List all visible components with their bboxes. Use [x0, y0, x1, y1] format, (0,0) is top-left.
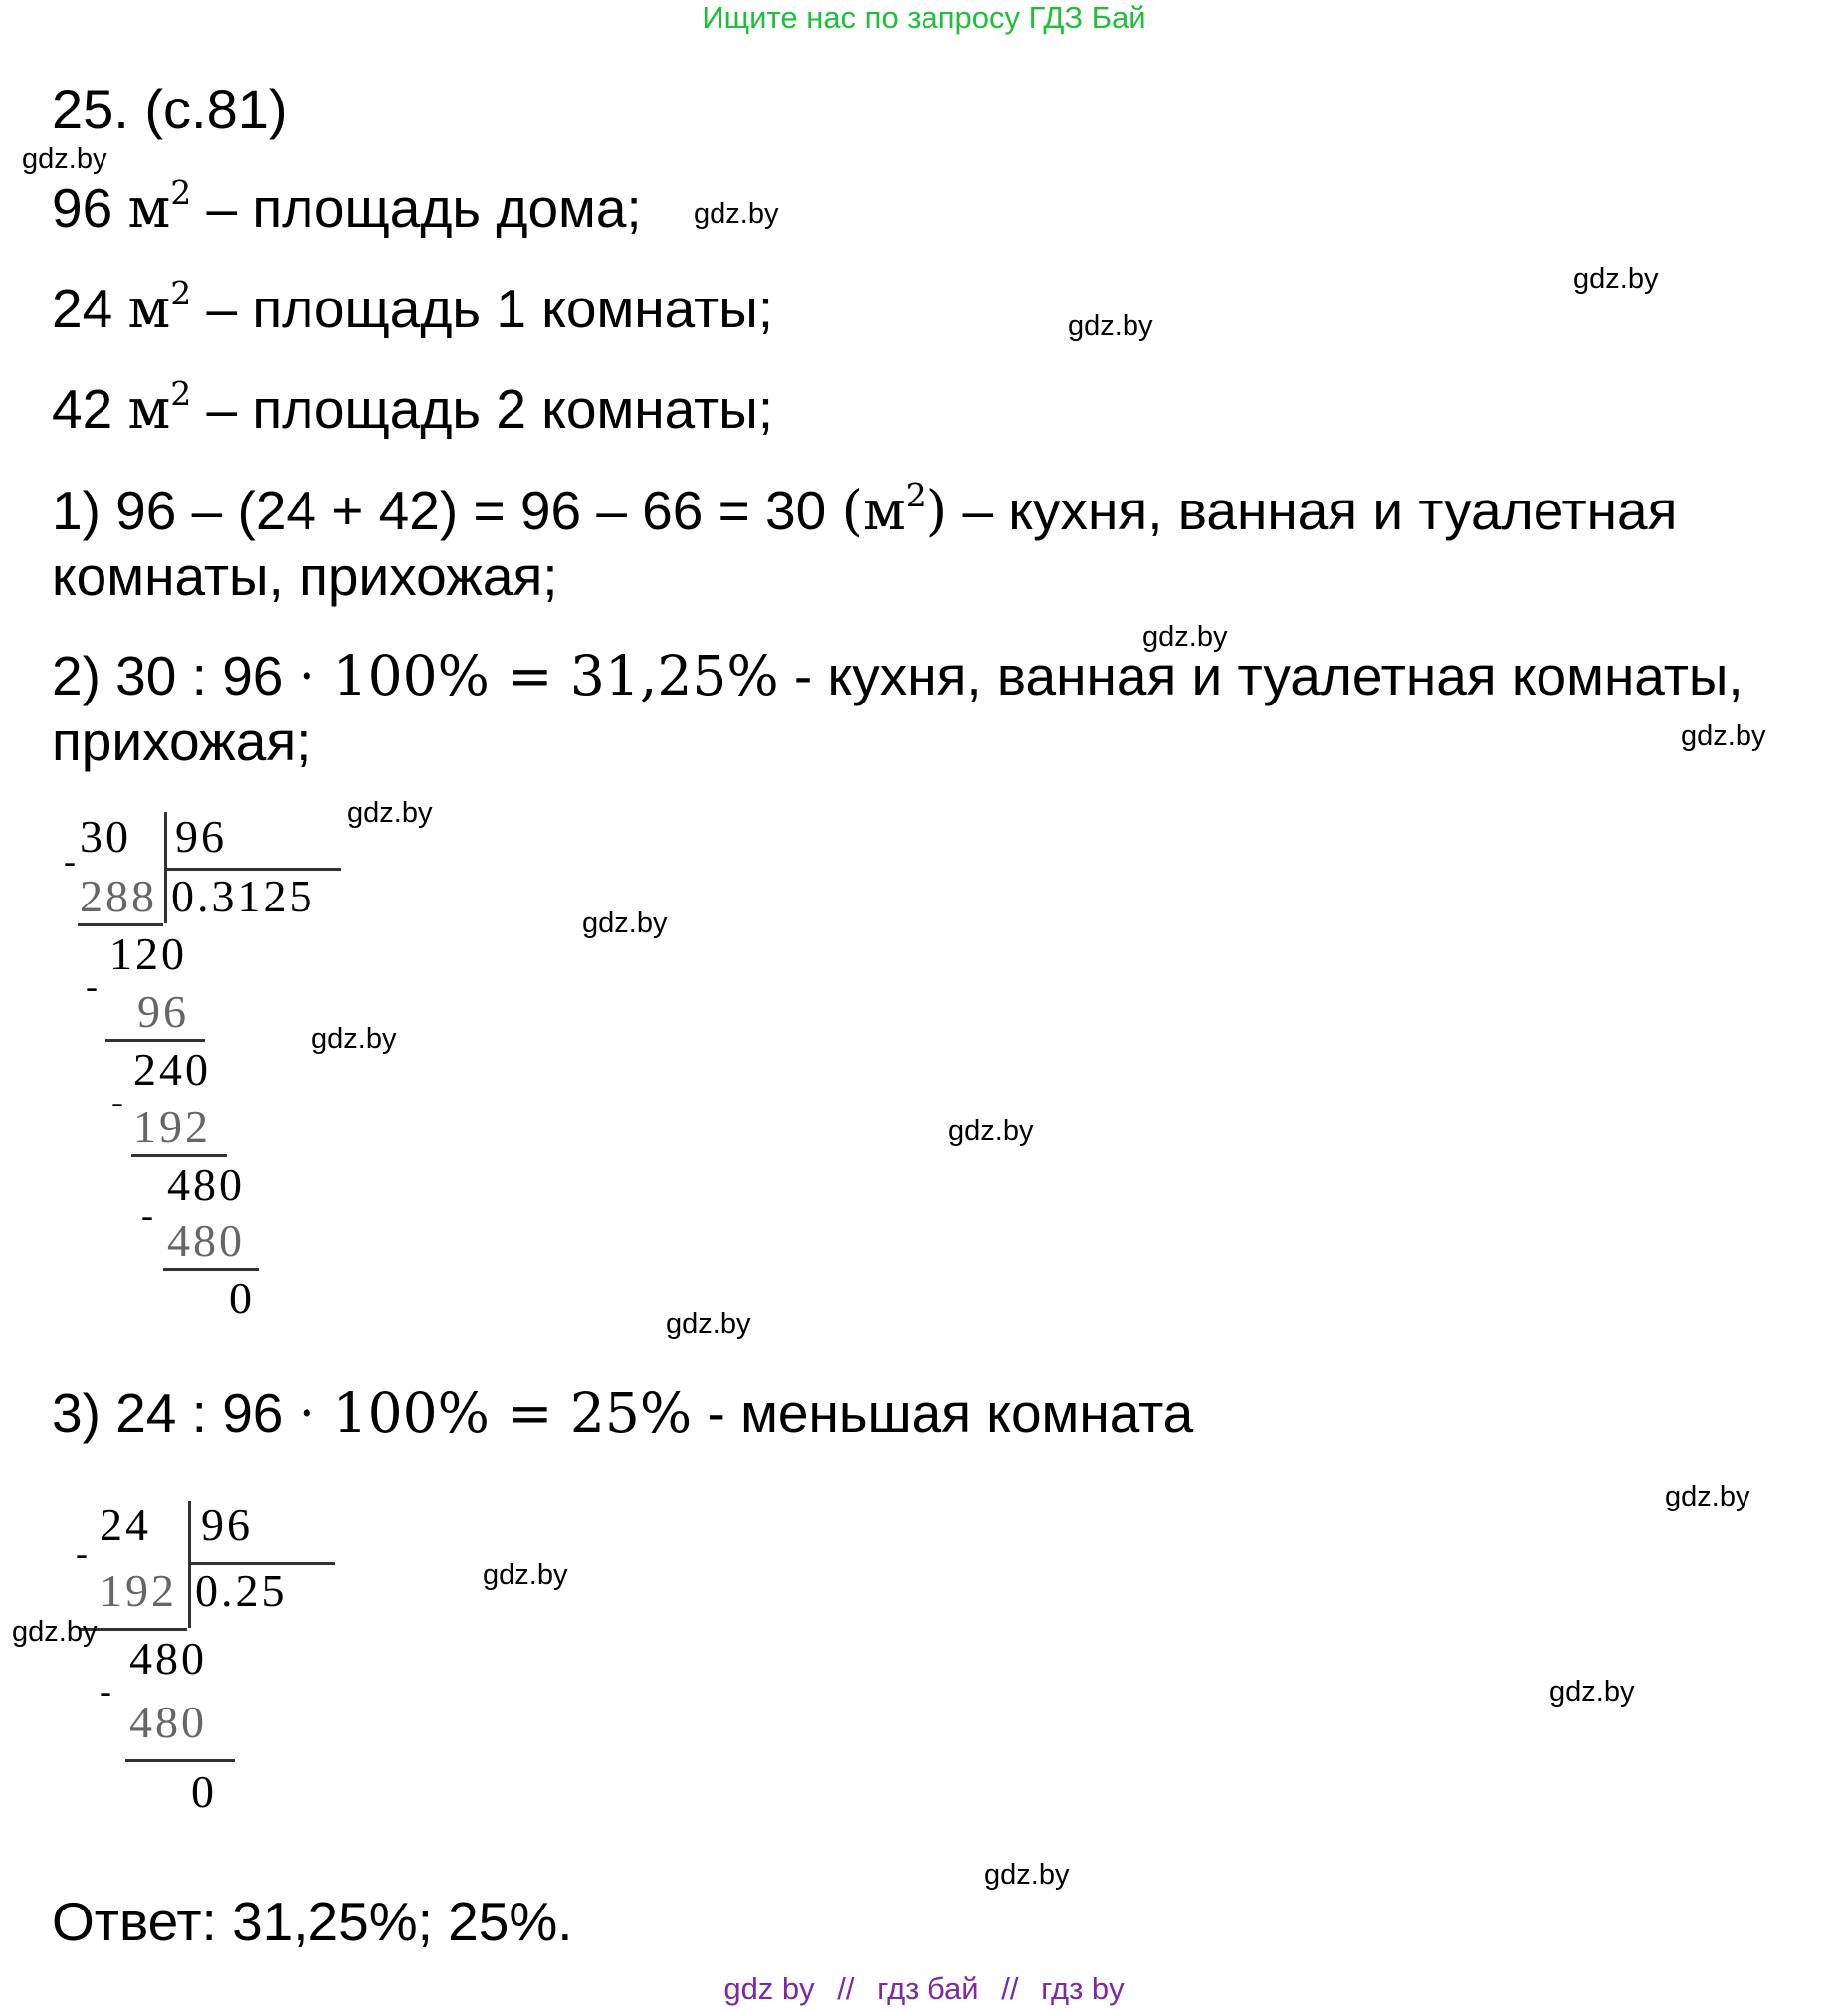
watermark: gdz.by: [1665, 1481, 1750, 1512]
footer-link-gdz-by-ru[interactable]: гдз by: [1041, 1971, 1125, 2006]
step3-math: · 100% = 25%: [298, 1381, 693, 1445]
long-division-1: [64, 811, 374, 1329]
footer-link-gdz-by[interactable]: gdz by: [723, 1971, 815, 2006]
given-line-room1: [52, 276, 773, 341]
underline: [125, 1759, 235, 1762]
subtrahend: 96: [137, 986, 189, 1037]
watermark: gdz.by: [311, 1023, 397, 1055]
underline: [163, 1268, 259, 1271]
long-division-2: [76, 1500, 394, 1829]
dividend: 30: [80, 811, 131, 862]
footer-separator: //: [837, 1971, 855, 2006]
subtrahend: 480: [167, 1215, 245, 1266]
minus-sign: -: [111, 1082, 123, 1121]
watermark: gdz.by: [1142, 621, 1228, 653]
given-text: – площадь 1 комнаты;: [191, 278, 774, 339]
step1-line: [52, 478, 1677, 543]
search-banner: Ищите нас по запросу ГДЗ Бай: [702, 0, 1146, 35]
answer: Ответ: 31,25%; 25%.: [52, 1891, 573, 1952]
given-value: 24: [52, 278, 113, 339]
divisor: 96: [175, 811, 227, 862]
watermark: gdz.by: [694, 198, 779, 230]
dividend: 24: [100, 1500, 151, 1550]
minus-sign: -: [100, 1671, 111, 1710]
footer-link-gdz-bai[interactable]: гдз бай: [877, 1971, 979, 2006]
underline: [78, 923, 163, 926]
step3-line: [52, 1380, 1193, 1446]
subtrahend: 192: [100, 1565, 177, 1616]
given-text: – площадь 2 комнаты;: [191, 378, 774, 440]
unit-m2: $м^2$: [127, 173, 192, 240]
remainder: 480: [167, 1159, 245, 1210]
step3-text: - меньшая комната: [692, 1382, 1194, 1444]
problem-title: 25. (с.81): [52, 78, 288, 140]
minus-sign: -: [141, 1195, 153, 1235]
step2-continuation: прихожая;: [52, 710, 311, 772]
watermark: gdz.by: [1681, 720, 1766, 752]
given-value: 96: [52, 177, 113, 239]
given-line-room2: [52, 376, 773, 442]
watermark: gdz.by: [1068, 310, 1153, 342]
subtrahend: 288: [80, 871, 157, 921]
step2-text: - кухня, ванная и туалетная комнаты,: [778, 645, 1744, 706]
remainder: 0: [229, 1273, 255, 1323]
minus-sign: -: [64, 841, 76, 881]
subtrahend: 192: [133, 1102, 211, 1152]
watermark: gdz.by: [22, 143, 107, 175]
watermark: gdz.by: [347, 797, 433, 829]
remainder: 0: [191, 1766, 217, 1817]
given-line-house: [52, 175, 642, 241]
footer-links: [0, 1971, 1848, 2007]
footer-separator: //: [1001, 1971, 1019, 2006]
step2-line: [52, 643, 1744, 708]
subtrahend: 480: [129, 1697, 207, 1747]
remainder: 480: [129, 1633, 207, 1684]
quotient: 0.3125: [171, 871, 315, 921]
step2-expr: 2) 30 : 96: [52, 645, 299, 706]
minus-sign: -: [86, 966, 98, 1006]
watermark: gdz.by: [582, 907, 668, 939]
step3-expr: 3) 24 : 96: [52, 1382, 299, 1444]
watermark: gdz.by: [483, 1559, 568, 1591]
step1-continuation: комнаты, прихожая;: [52, 545, 558, 607]
remainder: 240: [133, 1044, 211, 1095]
step2-math: · 100% = 31,25%: [298, 644, 779, 707]
underline: [131, 1154, 227, 1157]
divisor: 96: [201, 1500, 253, 1550]
step1-expr: 1) 96 – (24 + 42) = 96 – 66 = 30: [52, 480, 842, 541]
watermark: gdz.by: [12, 1616, 98, 1648]
step1-text: – кухня, ванная и туалетная: [947, 480, 1678, 541]
watermark: gdz.by: [1573, 263, 1659, 295]
given-text: – площадь дома;: [191, 177, 642, 239]
quotient: 0.25: [195, 1565, 288, 1616]
watermark: gdz.by: [666, 1308, 751, 1340]
unit-m2: $м^2$: [127, 374, 192, 441]
minus-sign: -: [76, 1533, 88, 1573]
underline: [105, 1039, 205, 1042]
watermark: gdz.by: [984, 1859, 1070, 1891]
given-value: 42: [52, 378, 113, 440]
unit-m2: $м^2$: [127, 274, 192, 340]
watermark: gdz.by: [1549, 1676, 1635, 1708]
watermark: gdz.by: [948, 1115, 1034, 1147]
unit-m2-paren: $(м^2)$: [841, 476, 948, 542]
remainder: 120: [109, 928, 187, 979]
